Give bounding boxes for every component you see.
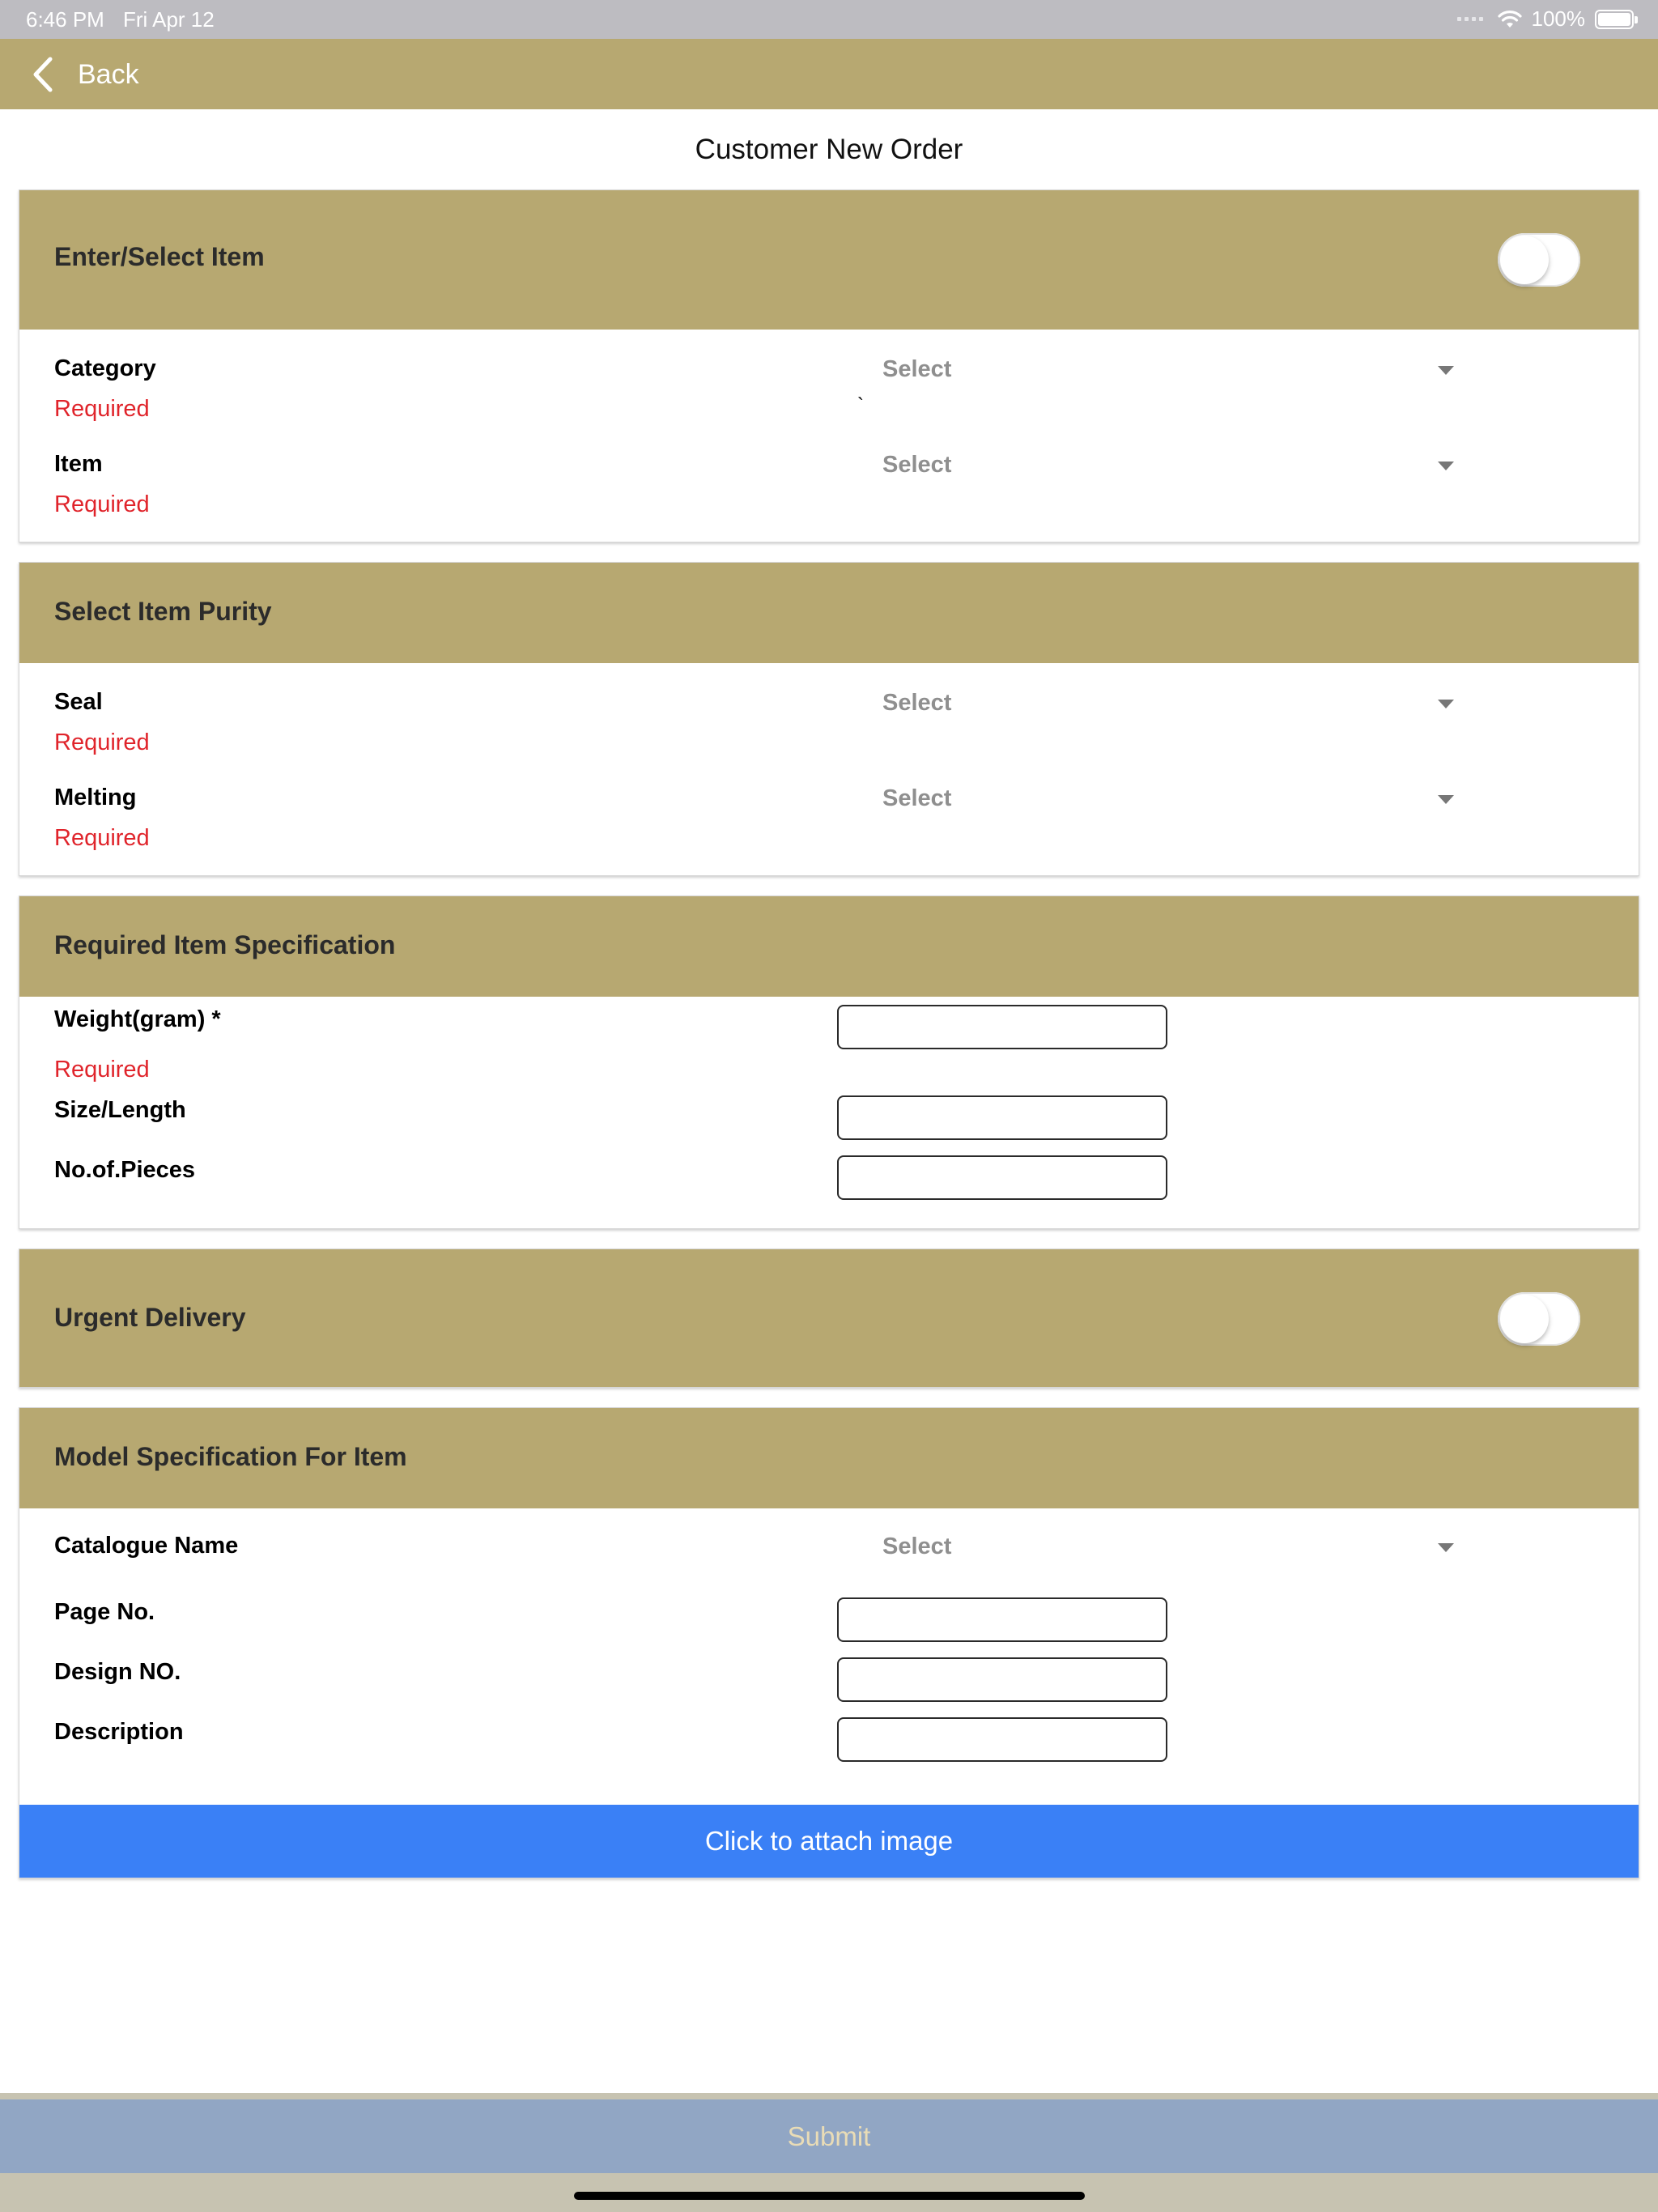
section-title: Enter/Select Item (54, 242, 265, 271)
status-time: 6:46 PM (26, 7, 104, 32)
chevron-down-icon[interactable] (1438, 1543, 1454, 1552)
item-purity-card (19, 562, 1639, 876)
melting-required: Required (54, 825, 150, 851)
urgent-delivery-header (19, 1249, 1639, 1387)
enter-select-item-header (19, 190, 1639, 330)
section-title: Required Item Specification (54, 930, 396, 959)
page-no-label: Page No. (54, 1599, 155, 1625)
description-label: Description (54, 1719, 184, 1745)
item-specification-card (19, 895, 1639, 1229)
stray-character: ` (857, 394, 864, 416)
battery-icon (1595, 10, 1634, 29)
section-title: Urgent Delivery (54, 1303, 246, 1332)
seal-required: Required (54, 730, 150, 755)
chevron-left-icon (32, 57, 53, 92)
status-date: Fri Apr 12 (123, 7, 215, 32)
submit-button[interactable]: Submit (0, 2099, 1658, 2173)
melting-label: Melting (54, 785, 137, 810)
back-button[interactable] (32, 53, 139, 96)
item-select[interactable]: Select (882, 452, 952, 478)
size-length-label: Size/Length (54, 1097, 186, 1123)
enter-select-item-toggle[interactable] (1498, 233, 1580, 287)
weight-required: Required (54, 1057, 150, 1083)
model-specification-card (19, 1407, 1639, 1878)
item-purity-header (19, 563, 1639, 663)
toggle-knob (1500, 1295, 1549, 1343)
enter-select-item-card (19, 189, 1639, 542)
chevron-down-icon[interactable] (1438, 795, 1454, 804)
melting-select[interactable]: Select (882, 785, 952, 811)
navigation-bar (0, 39, 1658, 109)
design-no-label: Design NO. (54, 1659, 181, 1685)
page-no-input[interactable] (837, 1597, 1167, 1642)
category-label: Category (54, 355, 156, 381)
item-required: Required (54, 491, 150, 517)
section-title: Select Item Purity (54, 597, 272, 626)
item-specification-header (19, 896, 1639, 997)
section-title: Model Specification For Item (54, 1442, 407, 1471)
item-label: Item (54, 451, 103, 477)
weight-input[interactable] (837, 1005, 1167, 1049)
pieces-label: No.of.Pieces (54, 1157, 196, 1183)
category-required: Required (54, 396, 150, 422)
toggle-knob (1500, 236, 1549, 284)
size-length-input[interactable] (837, 1095, 1167, 1140)
urgent-delivery-toggle[interactable] (1498, 1292, 1580, 1346)
catalogue-select[interactable]: Select (882, 1534, 952, 1559)
cellular-signal-icon (1457, 17, 1483, 21)
description-input[interactable] (837, 1717, 1167, 1762)
chevron-down-icon[interactable] (1438, 700, 1454, 708)
chevron-down-icon[interactable] (1438, 462, 1454, 470)
status-bar (0, 0, 1658, 39)
design-no-input[interactable] (837, 1657, 1167, 1702)
seal-select[interactable]: Select (882, 690, 952, 716)
chevron-down-icon[interactable] (1438, 366, 1454, 375)
home-indicator[interactable] (574, 2192, 1085, 2200)
seal-label: Seal (54, 689, 103, 715)
model-specification-header (19, 1408, 1639, 1508)
pieces-input[interactable] (837, 1155, 1167, 1200)
battery-percent: 100% (1531, 6, 1585, 31)
page-title: Customer New Order (695, 134, 963, 165)
catalogue-name-label: Catalogue Name (54, 1533, 239, 1559)
weight-label: Weight(gram) * (54, 1006, 221, 1032)
back-label: Back (78, 58, 139, 90)
wifi-icon (1498, 10, 1522, 29)
status-right (1457, 6, 1635, 32)
category-select[interactable]: Select (882, 356, 952, 382)
attach-image-button[interactable]: Click to attach image (19, 1805, 1639, 1878)
urgent-delivery-card (19, 1249, 1639, 1388)
